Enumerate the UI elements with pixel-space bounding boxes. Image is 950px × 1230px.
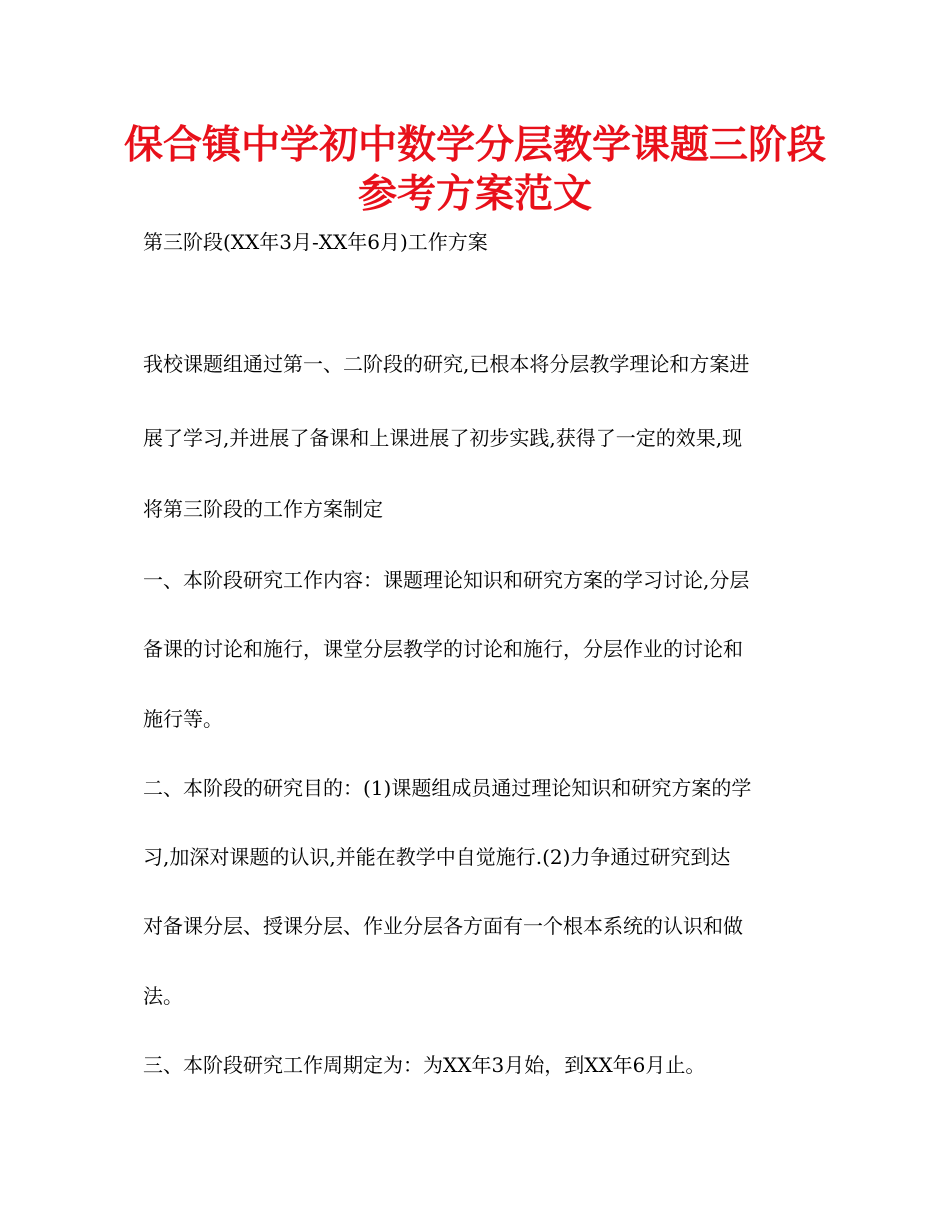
document-subtitle: 第三阶段(XX年3月-XX年6月)工作方案 [143,230,488,254]
section-two-line: 对备课分层、授课分层、作业分层各方面有一个根本系统的认识和做 [143,914,743,938]
document-title-line-1: 保合镇中学初中数学分层教学课题三阶段 [123,123,826,168]
section-one-line: 施行等。 [143,707,223,731]
paragraph-line: 我校课题组通过第一、二阶段的研究,已根本将分层教学理论和方案进 [143,352,750,376]
section-three-line: 三、本阶段研究工作周期定为：为XX年3月始，到XX年6月止。 [143,1053,706,1077]
paragraph-line: 将第三阶段的工作方案制定 [143,497,383,521]
section-two-line: 法。 [143,984,183,1008]
paragraph-line: 展了学习,并进展了备课和上课进展了初步实践,获得了一定的效果,现 [143,426,743,450]
section-two-line: 习,加深对课题的认识,并能在教学中自觉施行.(2)力争通过研究到达 [143,845,731,869]
section-one-line: 一、本阶段研究工作内容：课题理论知识和研究方案的学习讨论,分层 [143,568,750,592]
section-two-line: 二、本阶段的研究目的：(1)课题组成员通过理论知识和研究方案的学 [143,776,752,800]
section-one-line: 备课的讨论和施行，课堂分层教学的讨论和施行，分层作业的讨论和 [143,637,743,661]
document-title-line-2: 参考方案范文 [357,172,592,217]
